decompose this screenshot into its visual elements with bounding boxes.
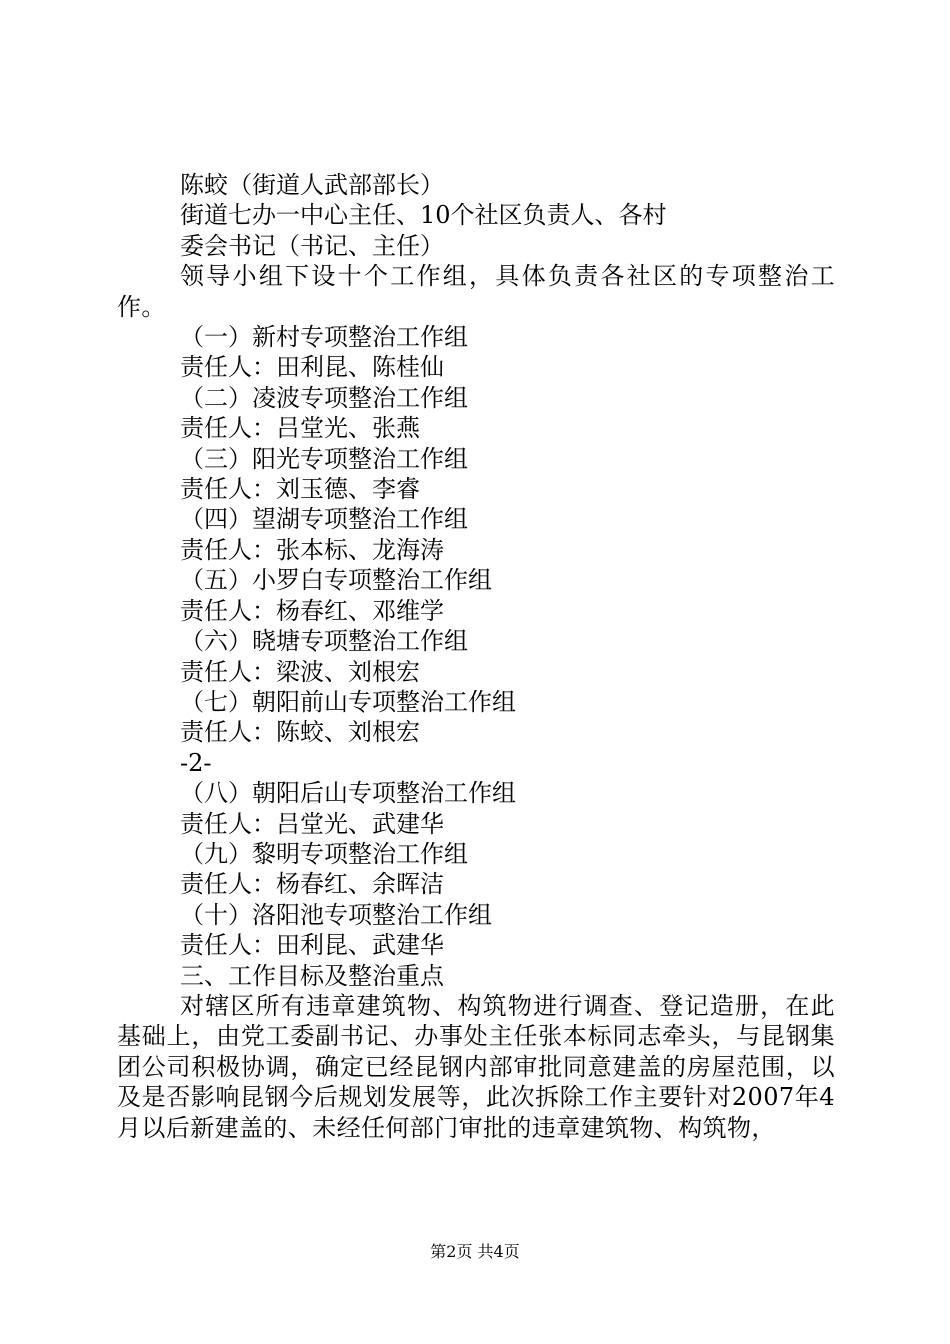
group-title: （七）朝阳前山专项整治工作组 xyxy=(180,687,516,716)
group-title: （二）凌波专项整治工作组 xyxy=(180,383,468,412)
page-footer: 第2页 共4页 xyxy=(430,1242,520,1261)
group-title: （一）新村专项整治工作组 xyxy=(180,323,468,352)
intro-paragraph: 领导小组下设十个工作组，具体负责各社区的专项整治工作。 xyxy=(117,262,835,321)
text-line: 陈蛟（街道人武部部长） xyxy=(180,171,444,199)
group-responsible: 责任人：梁波、刘根宏 xyxy=(180,657,420,686)
group-title: （八）朝阳后山专项整治工作组 xyxy=(180,779,516,808)
group-responsible: 责任人：吕堂光、张燕 xyxy=(180,414,420,443)
group-title: （四）望湖专项整治工作组 xyxy=(180,505,468,534)
group-title: （五）小罗白专项整治工作组 xyxy=(180,566,492,595)
group-responsible: 责任人：田利昆、武建华 xyxy=(180,931,444,960)
group-title: （九）黎明专项整治工作组 xyxy=(180,839,468,868)
page-marker: -2- xyxy=(180,748,212,777)
group-responsible: 责任人：杨春红、余晖洁 xyxy=(180,870,444,899)
group-title: （六）晓塘专项整治工作组 xyxy=(180,627,468,656)
document-body xyxy=(117,170,835,1143)
group-responsible: 责任人：刘玉德、李睿 xyxy=(180,475,420,504)
text-line: 委会书记（书记、主任） xyxy=(180,231,444,260)
group-responsible: 责任人：田利昆、陈桂仙 xyxy=(180,353,444,382)
group-responsible: 责任人：陈蛟、刘根宏 xyxy=(180,718,420,747)
section-heading: 三、工作目标及整治重点 xyxy=(180,961,444,990)
group-title: （十）洛阳池专项整治工作组 xyxy=(180,900,492,929)
group-responsible: 责任人：杨春红、邓维学 xyxy=(180,596,444,625)
group-title: （三）阳光专项整治工作组 xyxy=(180,444,468,473)
main-paragraph: 对辖区所有违章建筑物、构筑物进行调查、登记造册，在此基础上，由党工委副书记、办事处主任张本标同志牵头，与昆钢集团公司积极协调，确定已经昆钢内部审批同意建盖的房屋范围，以及是否影响昆钢今后规划发展等，此次拆除工作主要针对2007年4月以后新建盖的、未经任何部门审批的违章建筑物、构筑物， xyxy=(117,991,835,1142)
group-responsible: 责任人：吕堂光、武建华 xyxy=(180,809,444,838)
text-line: 街道七办一中心主任、10个社区负责人、各村 xyxy=(180,201,667,230)
group-responsible: 责任人：张本标、龙海涛 xyxy=(180,535,444,564)
